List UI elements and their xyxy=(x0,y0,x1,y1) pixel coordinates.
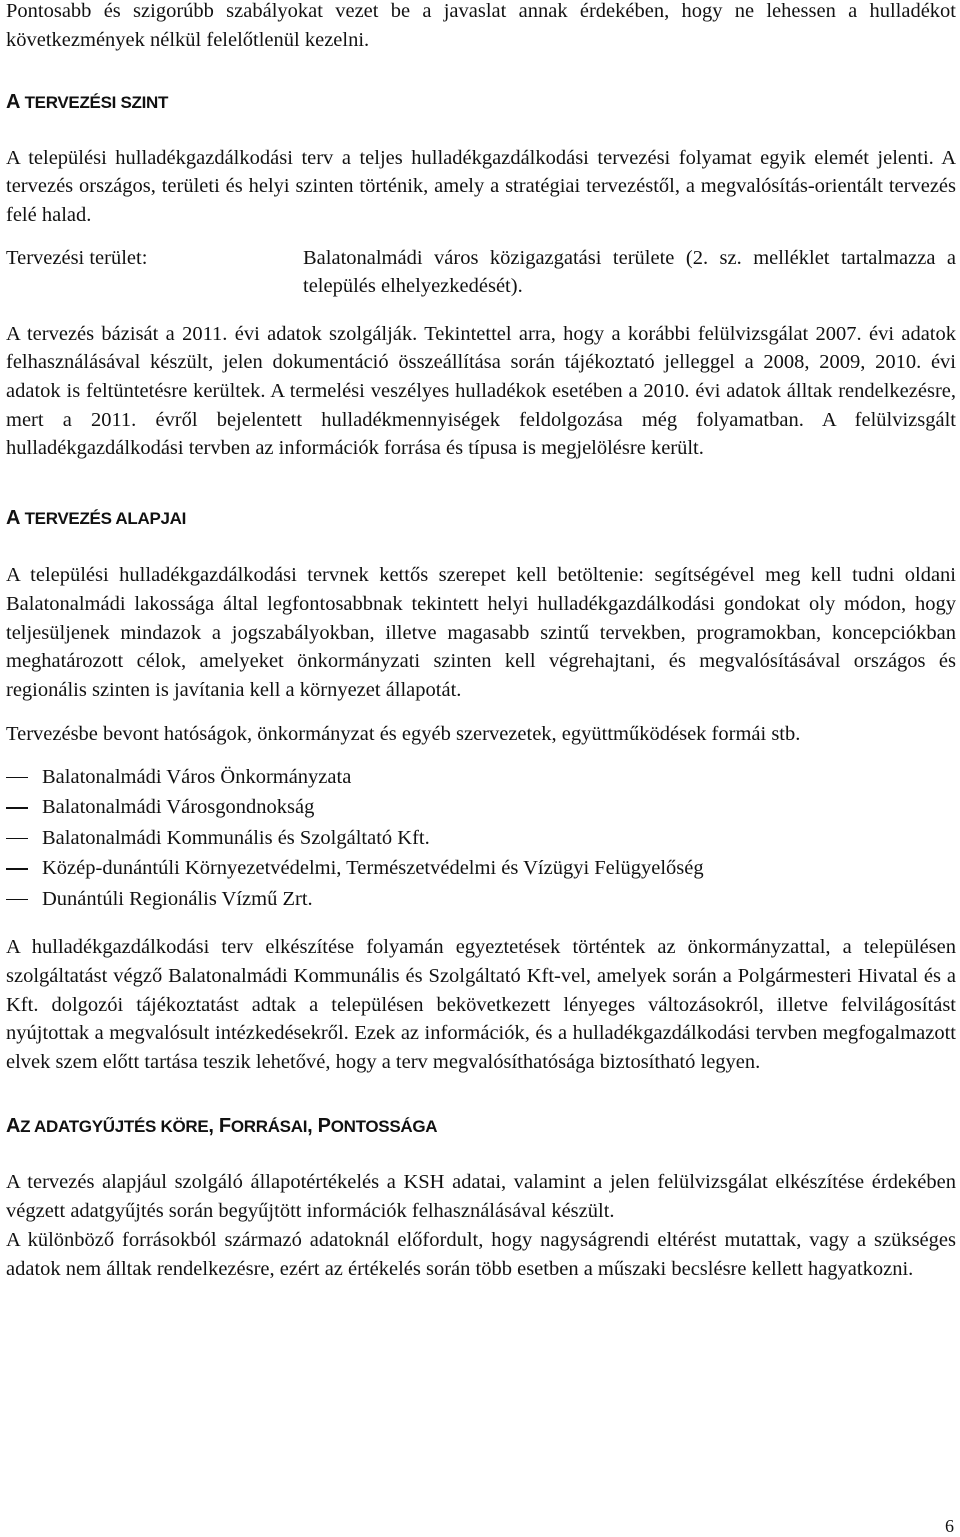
dash-bullet-icon xyxy=(6,868,28,870)
intro-paragraph: Pontosabb és szigorúbb szabályokat vezet be a javaslat annak érdekében, hogy ne lehessen a hulladékot következmények nélkül felelőtlenül kezelni. xyxy=(6,0,956,51)
heading-initial: A xyxy=(6,91,21,114)
planning-area-label: Tervezési terület: xyxy=(6,246,148,269)
involved-organizations-intro: Tervezésbe bevont hatóságok, önkormányzat és egyéb szervezetek, együttműködések formái stb. xyxy=(6,723,801,746)
heading-text: TERVEZÉSI SZINT xyxy=(20,93,169,113)
list-item: Közép-dunántúli Környezetvédelmi, Természetvédelmi és Vízügyi Felügyelőség xyxy=(6,853,956,884)
planning-role-paragraph: A települési hulladékgazdálkodási tervnek kettős szerepet kell betöltenie: segítségével meg kell tudni oldani Balatonalmádi lakossága által legfontosabbnak tekintett helyi hulladékgazdálkodási gondokat oly módon, hogy teljesüljenek mindazok a jogszabályokban, illetve magasabb szintű tervekben, programokban, koncepciókban meghatározott célok, amelyeket önkormányzati szinten kell végrehajtani, és megvalósításával országos és regionális szinten is javítania kell a környezet állapotát. xyxy=(6,564,956,701)
planning-level-paragraph: A települési hulladékgazdálkodási terv a teljes hulladékgazdálkodási tervezési folyamat egyik elemét jelenti. A tervezés országos, területi és helyi szinten történik, amely a stratégiai tervezéstől, a megvalósítás-orientált tervezés felé halad. xyxy=(6,146,956,226)
section-heading-planning-level xyxy=(6,88,956,118)
involved-organizations-list xyxy=(6,762,956,915)
section-heading-data-collection: AZ ADATGYŰJTÉS KÖRE, FORRÁSAI, PONTOSSÁGA xyxy=(6,1115,438,1138)
consultations-paragraph: A hulladékgazdálkodási terv elkészítése folyamán egyeztetések történtek az önkormányzattal, a településen szolgáltatást végző Balatonalmádi Kommunális és Szolgáltató Kft-vel, amelyek során a Polgármesteri Hivatal és a Kft. dolgozói tájékoztatást adtak a településen bekövetkezett lényeges változásokról, illetve felvilágosítást nyújtottak a megvalósult intézkedésekről. Ezek az információk, és a hulladékgazdálkodási tervben megfogalmazott elvek szem előtt tartása teszik lehetővé, hogy a terv megvalósíthatósága biztosítható legyen. xyxy=(6,936,956,1073)
dash-bullet-icon xyxy=(6,838,28,840)
page-number: 6 xyxy=(945,1516,954,1536)
data-sources-paragraph: A tervezés alapjául szolgáló állapotértékelés a KSH adatai, valamint a jelen felülvizsgálat elkészítése érdekében végzett adatgyűjtés során begyűjtött információk felhasználásával készült. xyxy=(6,1170,956,1222)
planning-basis-paragraph: A tervezés bázisát a 2011. évi adatok szolgálják. Tekintettel arra, hogy a korábbi felülvizsgálat 2007. évi adatok felhasználásával készült, jelen dokumentáció összeállítása során tájékoztató jelleggel a 2008, 2009, 2010. évi adatok is feltüntetésre kerültek. A termelési veszélyes hulladékok esetében a 2010. évi adatok álltak rendelkezésre, mert a 2011. évről bejelentett hulladékmennyiségek feldolgozása még folyamatban. A felülvizsgált hulladékgazdálkodási tervben az információk forrása és típusa is megjelölésre került. xyxy=(6,322,956,460)
heading-initial: A xyxy=(6,506,21,529)
dash-bullet-icon xyxy=(6,899,28,901)
list-item: Balatonalmádi Város Önkormányzata xyxy=(6,762,956,793)
list-item: Balatonalmádi Kommunális és Szolgáltató Kft. xyxy=(6,823,956,854)
list-item: Balatonalmádi Városgondnokság xyxy=(6,792,956,823)
section-heading-planning-basics xyxy=(6,504,956,534)
dash-bullet-icon xyxy=(6,777,28,779)
planning-area-value: Balatonalmádi város közigazgatási területe (2. sz. melléklet tartalmazza a település elhelyezkedését). xyxy=(303,246,956,298)
dash-bullet-icon xyxy=(6,807,28,809)
list-item: Dunántúli Regionális Vízmű Zrt. xyxy=(6,884,956,915)
planning-area-row xyxy=(6,244,956,301)
heading-text: TERVEZÉS ALAPJAI xyxy=(20,508,187,528)
document-page xyxy=(6,0,956,1283)
data-discrepancy-paragraph: A különböző forrásokból származó adatoknál előfordult, hogy nagyságrendi eltérést mutattak, vagy a szükséges adatok nem álltak rendelkezésre, ezért az értékelés során több esetben a műszaki becslésre kellett hagyatkozni. xyxy=(6,1229,956,1280)
